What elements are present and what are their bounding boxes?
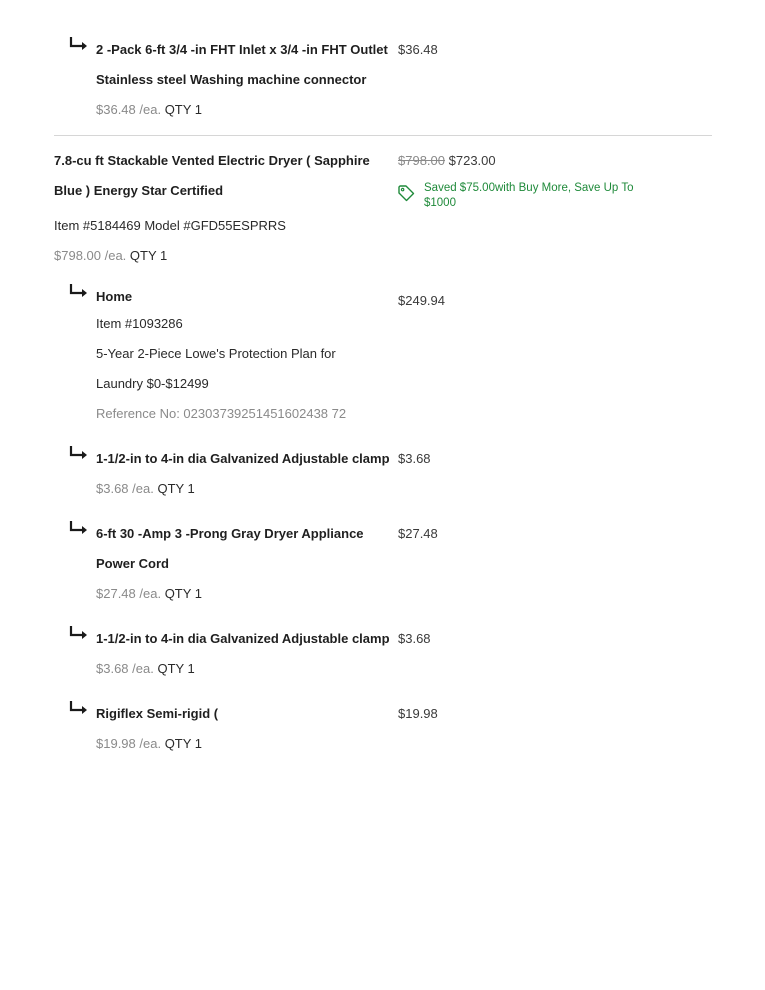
unit-price: $798.00 /ea. <box>54 248 127 263</box>
unit-price: $3.68 /ea. <box>96 481 154 496</box>
item-title-line2: Blue ) Energy Star Certified <box>54 183 224 198</box>
item-total: $249.94 <box>398 293 445 308</box>
tag-icon <box>397 184 415 202</box>
sale-price: $723.00 <box>448 153 496 168</box>
item-price-qty <box>96 736 202 751</box>
unit-price: $3.68 /ea. <box>96 661 154 676</box>
original-price: $798.00 <box>398 153 445 168</box>
unit-price: $36.48 /ea. <box>96 102 162 117</box>
item-price-qty <box>96 481 195 496</box>
item-title-line1: 7.8-cu ft Stackable Vented Electric Dryer ( Sapphire <box>54 153 370 168</box>
item-title: Rigiflex Semi-rigid ( <box>96 706 219 721</box>
sub-item-arrow-icon <box>68 36 90 52</box>
sub-item-arrow-icon <box>68 283 90 299</box>
unit-price: $27.48 /ea. <box>96 586 162 601</box>
item-desc-line2: Laundry $0-$12499 <box>96 376 209 391</box>
item-title-line2: Power Cord <box>96 556 169 571</box>
item-title-line1: 6-ft 30 -Amp 3 -Prong Gray Dryer Appliance <box>96 526 364 541</box>
item-model-number: Item #5184469 Model #GFD55ESPRRS <box>54 218 286 233</box>
item-title: 1-1/2-in to 4-in dia Galvanized Adjustable clamp <box>96 631 390 646</box>
quantity: QTY 1 <box>157 481 195 496</box>
quantity: QTY 1 <box>129 248 168 263</box>
item-total: $3.68 <box>398 451 431 466</box>
item-price-qty <box>96 102 202 117</box>
item-price-qty <box>54 248 167 263</box>
quantity: QTY 1 <box>164 736 203 751</box>
quantity: QTY 1 <box>164 102 203 117</box>
item-title: 1-1/2-in to 4-in dia Galvanized Adjustable clamp <box>96 451 390 466</box>
sub-item-arrow-icon <box>68 520 90 536</box>
sub-item-arrow-icon <box>68 445 90 461</box>
item-total: $19.98 <box>398 706 438 721</box>
item-number: Item #1093286 <box>96 316 183 331</box>
savings-line2: $1000 <box>424 197 456 209</box>
price-block <box>398 153 496 168</box>
sub-item-arrow-icon <box>68 700 90 716</box>
item-total: $27.48 <box>398 526 438 541</box>
unit-price: $19.98 /ea. <box>96 736 162 751</box>
savings-line1: Saved $75.00with Buy More, Save Up To <box>424 182 634 194</box>
quantity: QTY 1 <box>157 661 195 676</box>
quantity: QTY 1 <box>164 586 203 601</box>
item-title-line1: 2 -Pack 6-ft 3/4 -in FHT Inlet x 3/4 -in FHT Outlet <box>96 42 388 57</box>
item-total: $36.48 <box>398 42 438 57</box>
item-title: Home <box>96 289 133 304</box>
item-price-qty <box>96 661 195 676</box>
divider <box>54 135 712 136</box>
reference-number: Reference No: 02303739251451602438 72 <box>96 406 347 421</box>
item-total: $3.68 <box>398 631 431 646</box>
sub-item-arrow-icon <box>68 625 90 641</box>
item-title-line2: Stainless steel Washing machine connector <box>96 72 367 87</box>
item-price-qty <box>96 586 202 601</box>
item-desc-line1: 5-Year 2-Piece Lowe's Protection Plan for <box>96 346 336 361</box>
